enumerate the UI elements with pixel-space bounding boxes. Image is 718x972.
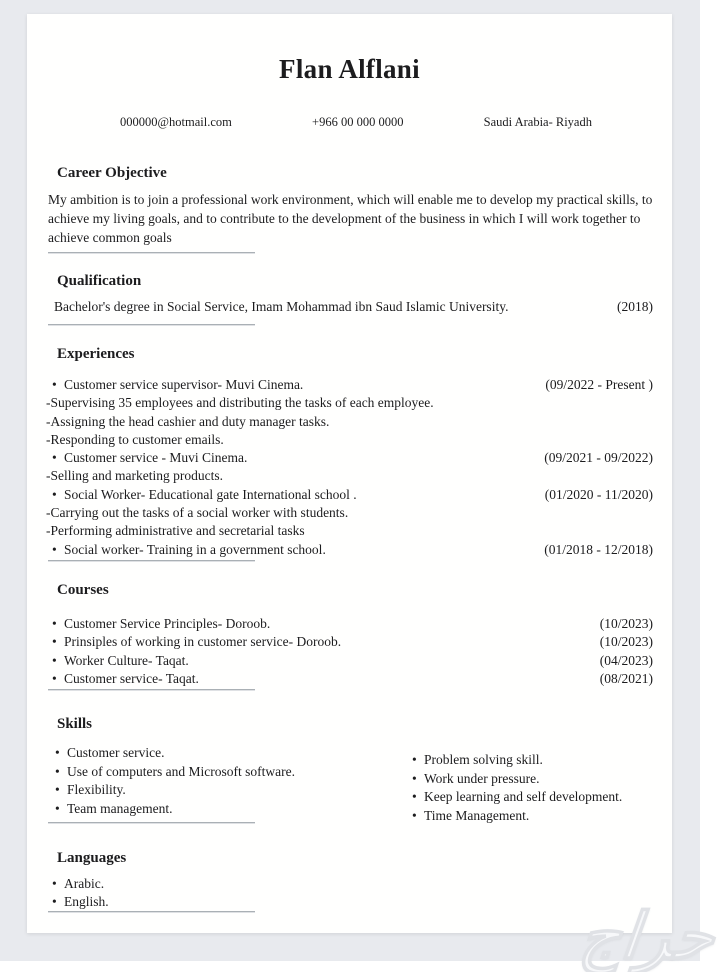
experiences-list: [27, 376, 672, 559]
career-objective-text: My ambition is to join a professional work environment, which will enable me to develop my practical skills, to achieve my living goals, and to contribute to the development of the business in which I will work together to achieve common goals: [48, 192, 653, 245]
skill-item: [412, 770, 672, 789]
experience-detail: -Supervising 35 employees and distributing the tasks of each employee.: [46, 395, 434, 411]
experience-title: Customer service supervisor- Muvi Cinema.: [64, 377, 304, 392]
section-divider: [48, 689, 255, 691]
course-title: Customer service- Taqat.: [64, 670, 199, 686]
section-heading-skills: Skills: [57, 716, 93, 733]
qualification-text: Bachelor's degree in Social Service, Imam Mohammad ibn Saud Islamic University.: [54, 299, 509, 314]
resume-page: [27, 14, 672, 933]
bullet-icon: [55, 744, 67, 763]
bullet-icon: [52, 652, 64, 670]
skill-label: Flexibility.: [67, 782, 126, 798]
bullet-icon: [52, 615, 64, 633]
languages-list: [27, 875, 672, 912]
skill-item: [55, 744, 412, 763]
bullet-icon: [52, 486, 64, 504]
resume-name: Flan Alflani: [279, 54, 420, 84]
experience-date: (01/2018 - 12/2018): [544, 541, 653, 557]
skill-label: Keep learning and self development.: [424, 789, 623, 805]
course-title: Customer Service Principles- Doroob.: [64, 615, 271, 631]
section-divider: [48, 252, 255, 254]
language-item: [27, 893, 672, 911]
bullet-icon: [52, 541, 64, 559]
course-date: (10/2023): [599, 634, 653, 650]
language-label: Arabic.: [64, 875, 105, 891]
bullet-icon: [412, 751, 424, 770]
experience-title: Social worker- Training in a government school.: [64, 541, 326, 557]
contact-phone: +966 00 000 0000: [312, 115, 404, 129]
skill-label: Time Management.: [424, 807, 530, 823]
skill-label: Use of computers and Microsoft software.: [67, 763, 295, 779]
experience-item: [27, 486, 672, 504]
bullet-icon: [412, 770, 424, 789]
bullet-icon: [52, 633, 64, 651]
experience-title: Customer service - Muvi Cinema.: [64, 450, 248, 466]
experience-item: [27, 449, 672, 467]
section-heading-languages: Languages: [57, 849, 127, 866]
bullet-icon: [412, 788, 424, 807]
contact-email: 000000@hotmail.com: [120, 115, 232, 129]
skill-item: [55, 781, 412, 800]
experience-detail: -Selling and marketing products.: [46, 468, 223, 484]
skill-item: [412, 751, 672, 770]
courses-list: [27, 615, 672, 688]
experience-item: [27, 541, 672, 559]
contact-location: Saudi Arabia- Riyadh: [483, 115, 592, 129]
skills-left-column: [55, 744, 412, 825]
course-item: [27, 615, 672, 633]
qualification-date: (2018): [617, 299, 653, 314]
section-heading-courses: Courses: [57, 581, 109, 598]
course-item: [27, 652, 672, 670]
bullet-icon: [55, 781, 67, 800]
course-title: Worker Culture- Taqat.: [64, 652, 189, 668]
course-date: (04/2023): [599, 652, 653, 668]
course-title: Prinsiples of working in customer service- Doroob.: [64, 634, 342, 650]
language-label: English.: [64, 893, 109, 909]
skills-columns: [27, 744, 672, 825]
experience-date: (09/2022 - Present ): [545, 377, 653, 392]
course-item: [27, 670, 672, 688]
section-divider: [48, 911, 255, 913]
experience-title: Social Worker- Educational gate International school .: [64, 486, 357, 502]
bullet-icon: [55, 800, 67, 819]
contact-row: [27, 114, 672, 130]
bullet-icon: [52, 449, 64, 467]
experience-date: (09/2021 - 09/2022): [544, 450, 653, 466]
skill-item: [55, 763, 412, 782]
skill-item: [412, 807, 672, 826]
experience-detail: -Assigning the head cashier and duty manager tasks.: [46, 413, 330, 429]
section-divider: [48, 822, 255, 824]
bullet-icon: [52, 893, 64, 911]
section-heading-qualification: Qualification: [57, 273, 142, 289]
course-date: (08/2021): [599, 670, 653, 686]
language-item: [27, 875, 672, 893]
section-heading-career-objective: Career Objective: [57, 165, 167, 181]
section-heading-experiences: Experiences: [57, 346, 135, 362]
bullet-icon: [412, 807, 424, 826]
bullet-icon: [52, 670, 64, 688]
section-divider: [48, 560, 255, 562]
haraj-watermark-logo: حراج: [576, 901, 718, 972]
skill-label: Work under pressure.: [424, 770, 540, 786]
experience-detail: -Responding to customer emails.: [46, 431, 224, 447]
bullet-icon: [52, 376, 64, 394]
qualification-item: [27, 298, 672, 315]
skills-right-column: [412, 751, 672, 825]
experience-item: [27, 376, 672, 394]
course-date: (10/2023): [599, 615, 653, 631]
bullet-icon: [55, 763, 67, 782]
section-divider: [48, 324, 255, 326]
skill-label: Problem solving skill.: [424, 752, 543, 768]
skill-label: Customer service.: [67, 745, 165, 761]
experience-date: (01/2020 - 11/2020): [544, 486, 653, 502]
skill-item: [55, 800, 412, 819]
experience-detail: -Carrying out the tasks of a social worker with students.: [46, 505, 349, 521]
course-item: [27, 633, 672, 651]
bullet-icon: [52, 875, 64, 893]
experience-detail: -Performing administrative and secretarial tasks: [46, 523, 305, 539]
skill-item: [412, 788, 672, 807]
skill-label: Team management.: [67, 800, 173, 816]
